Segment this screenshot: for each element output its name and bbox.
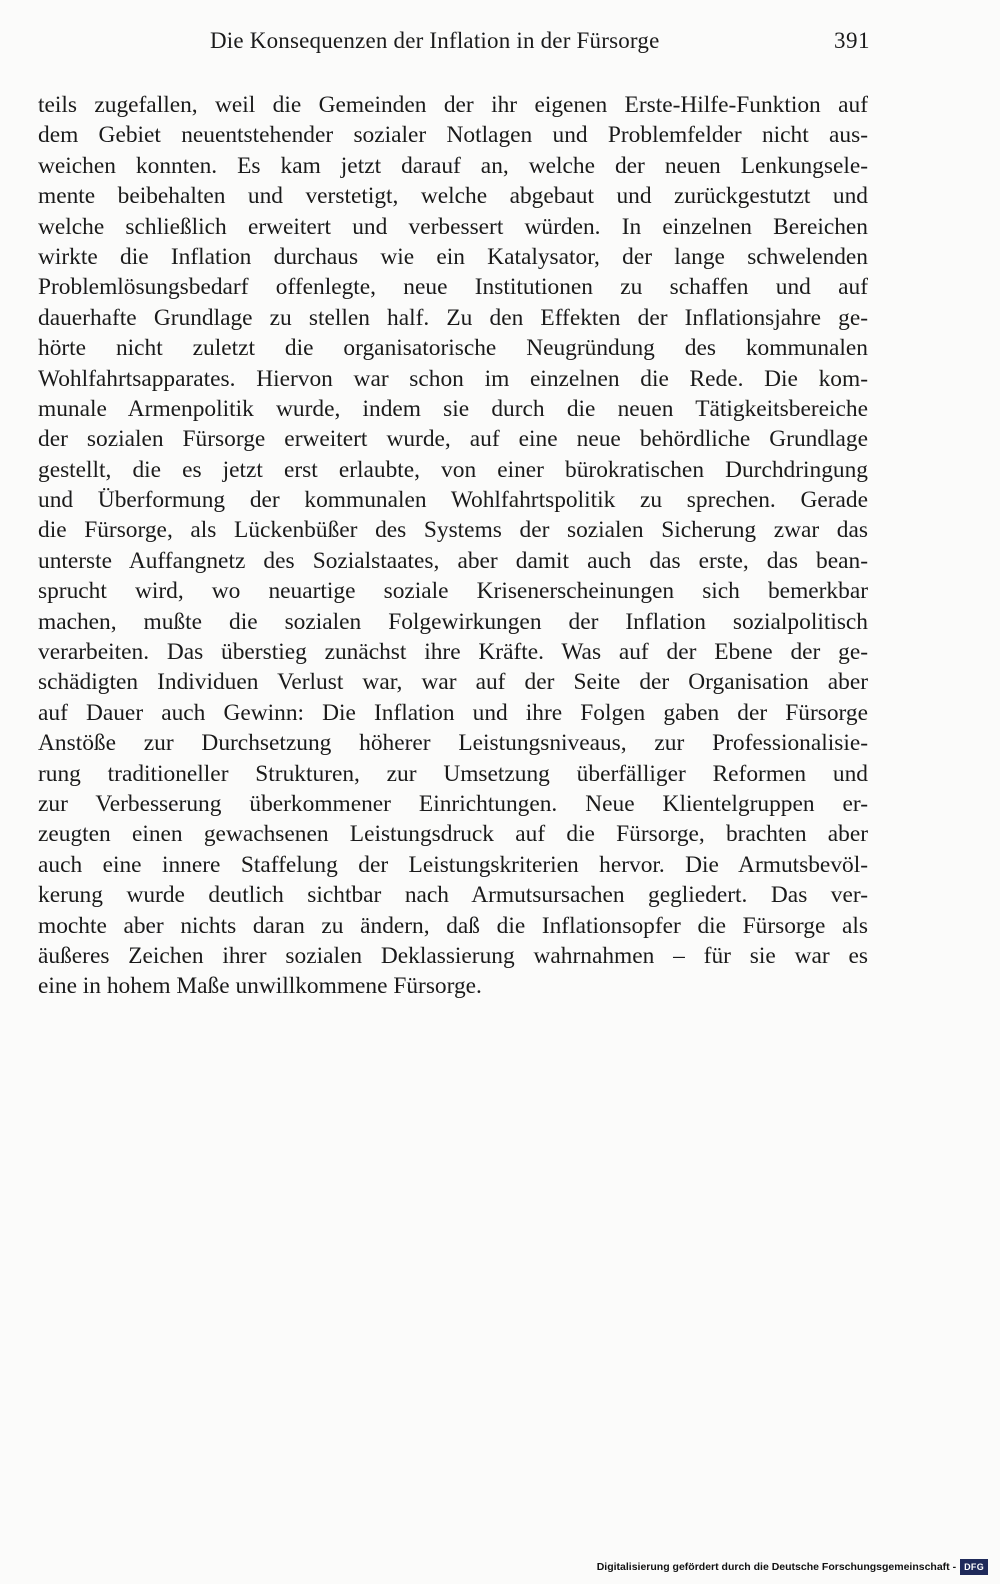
text-line: mente beibehalten und verstetigt, welche abgebaut und zurückgestutzt und (38, 183, 868, 210)
text-line: Wohlfahrtsapparates. Hiervon war schon im einzelnen die Rede. Die kom- (38, 365, 868, 392)
text-line: wirkte die Inflation durchaus wie ein Katalysator, der lange schwelenden (38, 243, 868, 270)
text-line: kerung wurde deutlich sichtbar nach Armutsursachen gegliedert. Das ver- (38, 882, 868, 909)
credit-text: Digitalisierung gefördert durch die Deutsche Forschungsgemeinschaft - (596, 1561, 957, 1573)
dfg-logo: DFG (960, 1559, 988, 1575)
text-line: der sozialen Fürsorge erweitert wurde, auf eine neue behördliche Grundlage (38, 426, 868, 453)
text-line: munale Armenpolitik wurde, indem sie durch die neuen Tätigkeitsbereiche (38, 395, 868, 422)
text-line: gestellt, die es jetzt erst erlaubte, von einer bürokratischen Durchdringung (38, 456, 868, 483)
text-line-last: eine in hohem Maße unwillkommene Fürsorge. (38, 973, 482, 1000)
text-line: dem Gebiet neuentstehender sozialer Notlagen und Problemfelder nicht aus- (38, 122, 868, 149)
text-line: zeugten einen gewachsenen Leistungsdruck auf die Fürsorge, brachten aber (38, 821, 868, 848)
text-line: zur Verbesserung überkommener Einrichtungen. Neue Klientelgruppen er- (38, 790, 868, 817)
running-title: Die Konsequenzen der Inflation in der Fürsorge (210, 28, 660, 53)
text-line: schädigten Individuen Verlust war, war auf der Seite der Organisation aber (38, 669, 868, 696)
text-line: dauerhafte Grundlage zu stellen half. Zu den Effekten der Inflationsjahre ge- (38, 304, 868, 331)
running-head (40, 28, 870, 64)
page-number: 391 (834, 28, 870, 53)
text-line: teils zugefallen, weil die Gemeinden der ihr eigenen Erste-Hilfe-Funktion auf (38, 92, 868, 118)
text-line: Problemlösungsbedarf offenlegte, neue Institutionen zu schaffen und auf (38, 274, 868, 301)
text-line: rung traditioneller Strukturen, zur Umsetzung überfälliger Reformen und (38, 760, 868, 787)
text-line: äußeres Zeichen ihrer sozialen Deklassierung wahrnahmen – für sie war es (38, 942, 868, 969)
text-line: auf Dauer auch Gewinn: Die Inflation und ihre Folgen gaben der Fürsorge (38, 699, 868, 726)
text-line: auch eine innere Staffelung der Leistungskriterien hervor. Die Armutsbevöl- (38, 851, 868, 878)
text-line: verarbeiten. Das überstieg zunächst ihre Kräfte. Was auf der Ebene der ge- (38, 639, 868, 666)
text-line: hörte nicht zuletzt die organisatorische Neugründung des kommunalen (38, 335, 868, 362)
text-line: machen, mußte die sozialen Folgewirkungen der Inflation sozialpolitisch (38, 608, 868, 635)
text-line: und Überformung der kommunalen Wohlfahrtspolitik zu sprechen. Gerade (38, 487, 868, 514)
body-paragraph (38, 90, 868, 1002)
text-line: mochte aber nichts daran zu ändern, daß die Inflationsopfer die Fürsorge als (38, 912, 868, 939)
text-line: welche schließlich erweitert und verbessert würden. In einzelnen Bereichen (38, 213, 868, 240)
text-line: Anstöße zur Durchsetzung höherer Leistungsniveaus, zur Professionalisie- (38, 730, 868, 757)
text-line: weichen konnten. Es kam jetzt darauf an, welche der neuen Lenkungsele- (38, 152, 868, 179)
text-line: unterste Auffangnetz des Sozialstaates, aber damit auch das erste, das bean- (38, 547, 868, 574)
text-line: die Fürsorge, als Lückenbüßer des Systems der sozialen Sicherung zwar das (38, 517, 868, 544)
digitization-credit (597, 1558, 988, 1576)
text-line: sprucht wird, wo neuartige soziale Krisenerscheinungen sich bemerkbar (38, 578, 868, 605)
